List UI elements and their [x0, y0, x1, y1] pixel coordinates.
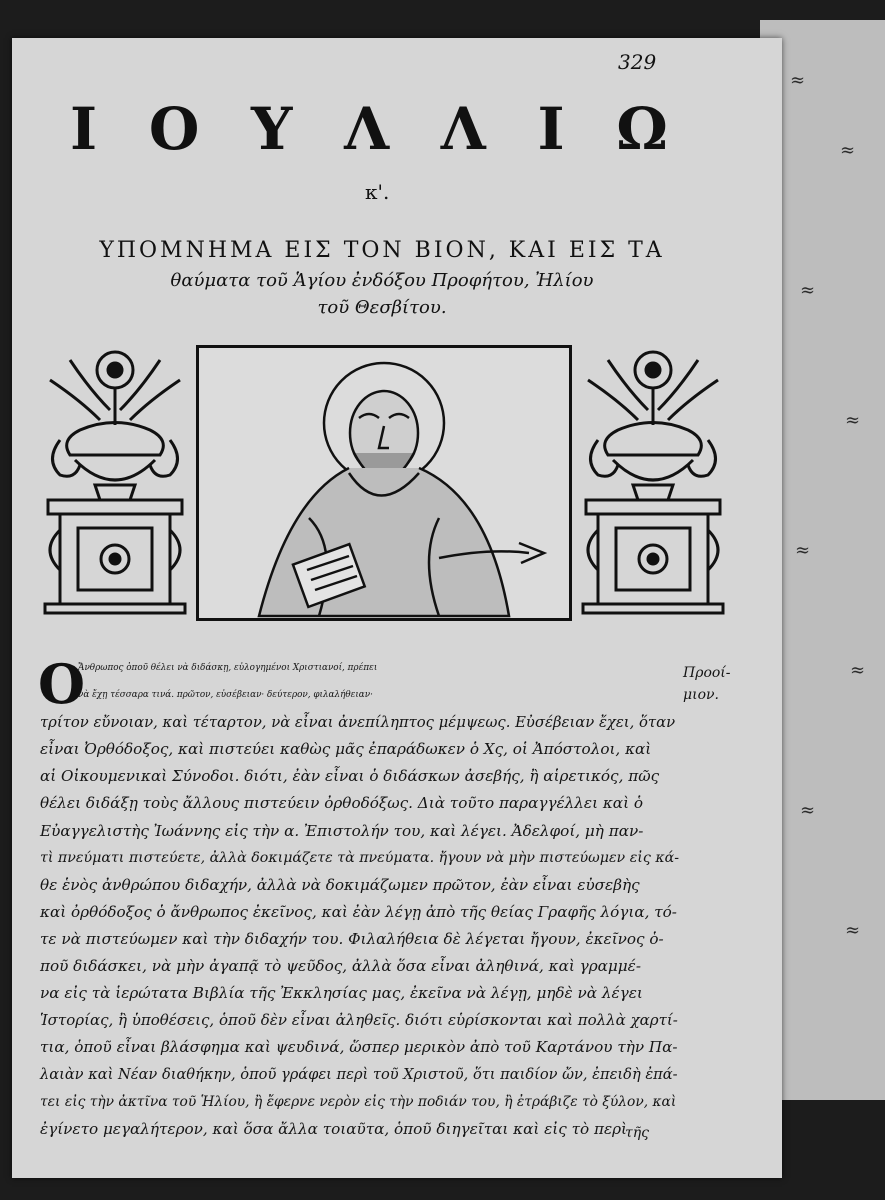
month-letter: Λ: [440, 95, 488, 163]
body-text: [40, 655, 680, 1143]
ornament-mark: ≈: [845, 410, 861, 431]
month-letter: Ι: [537, 95, 567, 163]
text-line: Εὐαγγελιστὴς Ἰωάννης εἰς τὴν α. Ἐπιστολήν του, καὶ λέγει. Ἀδελφοί, μὴ παν-: [40, 821, 644, 840]
vase-ornament-right: [578, 340, 728, 615]
margin-note: Προοί-μιον.: [683, 665, 731, 703]
text-line: τει εἰς τὴν ἀκτῖνα τοῦ Ἡλίου, ἢ ἔφερνε νερὸν εἰς τὴν ποδιάν του, ἢ ἐτράβιζε τὸ ξύλον, καὶ: [40, 1093, 677, 1110]
month-letter: Υ: [251, 95, 295, 163]
title-line-2: θαύματα τοῦ Ἁγίου ἐνδόξου Προφήτου, Ἠλίου: [170, 270, 594, 291]
ornament-mark: ≈: [800, 800, 816, 821]
catchword: τῆς: [625, 1125, 649, 1141]
text-line: τε νὰ πιστεύωμεν καὶ τὴν διδαχήν του. Φιλαλήθεια δὲ λέγεται ἤγουν, ἐκεῖνος ὁ-: [40, 929, 664, 948]
text-line: νὰ ἔχῃ τέσσαρα τινά. πρῶτον, εὐσέβειαν· δεύτερον, φιλαλήθειαν·: [78, 690, 373, 701]
prophet-portrait: [196, 345, 572, 621]
ornament-mark: ≈: [795, 540, 811, 561]
text-line: αἱ Οἰκουμενικαὶ Σύνοδοι. διότι, ἐὰν εἶναι ὁ διδάσκων ἀσεβής, ἢ αἱρετικός, πῶς: [40, 767, 660, 786]
text-line: καὶ ὀρθόδοξος ὁ ἄνθρωπος ἐκεῖνος, καὶ ἐὰν λέγῃ ἀπὸ τῆς θείας Γραφῆς λόγια, τό-: [40, 902, 677, 921]
text-line: εἶναι Ὀρθόδοξος, καὶ πιστεύει καθὼς μᾶς ἐπαράδωκεν ὁ Χς, οἱ Ἀπόστολοι, καὶ: [40, 740, 652, 759]
prophet-woodcut-image: [199, 348, 569, 618]
drop-cap: Ο: [38, 652, 86, 716]
text-line: ἐγίνετο μεγαλήτερον, καὶ ὅσα ἄλλα τοιαῦτα, ὁποῦ διηγεῖται καὶ εἰς τὸ περὶ: [40, 1119, 627, 1138]
month-letter: Ι: [70, 95, 100, 163]
month-letter: Ο: [148, 95, 202, 163]
text-line: Ἱστορίας, ἢ ὑποθέσεις, ὁποῦ δὲν εἶναι ἀληθεῖς. διότι εὑρίσκονται καὶ πολλὰ χαρτί-: [40, 1011, 678, 1030]
ornament-mark: ≈: [800, 280, 816, 301]
text-line: ποῦ διδάσκει, νὰ μὴν ἀγαπᾷ τὸ ψεῦδος, ἀλλὰ ὅσα εἶναι ἀληθινά, καὶ γραμμέ-: [40, 957, 641, 976]
text-line: λαιὰν καὶ Νέαν διαθήκην, ὁποῦ γράφει περὶ τοῦ Χριστοῦ, ὅτι παιδίον ὤν, ἐπειδὴ ἐπά-: [40, 1066, 678, 1084]
text-line: τια, ὁποῦ εἶναι βλάσφημα καὶ ψευδινά, ὥσπερ μερικὸν ἀπὸ τοῦ Καρτάνου τὴν Πα-: [40, 1038, 678, 1057]
ornament-mark: ≈: [845, 920, 861, 941]
text-line: Ἄνθρωπος ὁποῦ θέλει νὰ διδάσκῃ, εὐλογημένοι Χριστιανοί, πρέπει: [78, 663, 378, 673]
text-line: θέλει διδάξῃ τοὺς ἄλλους πιστεύειν ὀρθοδόξως. Διὰ τοῦτο παραγγέλλει καὶ ὁ: [40, 794, 643, 813]
month-letter: Λ: [344, 95, 392, 163]
month-letter: Ω: [616, 95, 670, 163]
text-line: θε ἑνὸς ἀνθρώπου διδαχήν, ἀλλὰ νὰ δοκιμάζωμεν πρῶτον, ἐὰν εἶναι εὐσεβὴς: [40, 875, 640, 894]
ornament-mark: ≈: [790, 70, 806, 91]
text-line: τὶ πνεύματι πιστεύετε, ἀλλὰ δοκιμάζετε τὰ πνεύματα. ἤγουν νὰ μὴν πιστεύωμεν εἰς κά-: [40, 849, 679, 866]
page-number: 329: [618, 50, 657, 74]
ornament-mark: ≈: [840, 140, 856, 161]
ornament-mark: ≈: [850, 660, 866, 681]
month-heading: [70, 95, 670, 163]
title-line-3: τοῦ Θεσβίτου.: [317, 297, 447, 318]
text-line: να εἰς τὰ ἱερώτατα Βιβλία τῆς Ἐκκλησίας μας, ἐκεῖνα νὰ λέγῃ, μηδὲ νὰ λέγει: [40, 984, 643, 1003]
text-line: τρίτον εὔνοιαν, καὶ τέταρτον, νὰ εἶναι ἀνεπίληπτος μέμψεως. Εὐσέβειαν ἔχει, ὅταν: [40, 714, 676, 732]
vase-ornament-left: [40, 340, 190, 615]
title-line-1: ΥΠΟΜΝΗΜΑ ΕΙΣ ΤΟΝ ΒΙΟΝ, ΚΑΙ ΕΙΣ ΤΑ: [99, 238, 665, 263]
day-number: κ'.: [365, 180, 390, 204]
